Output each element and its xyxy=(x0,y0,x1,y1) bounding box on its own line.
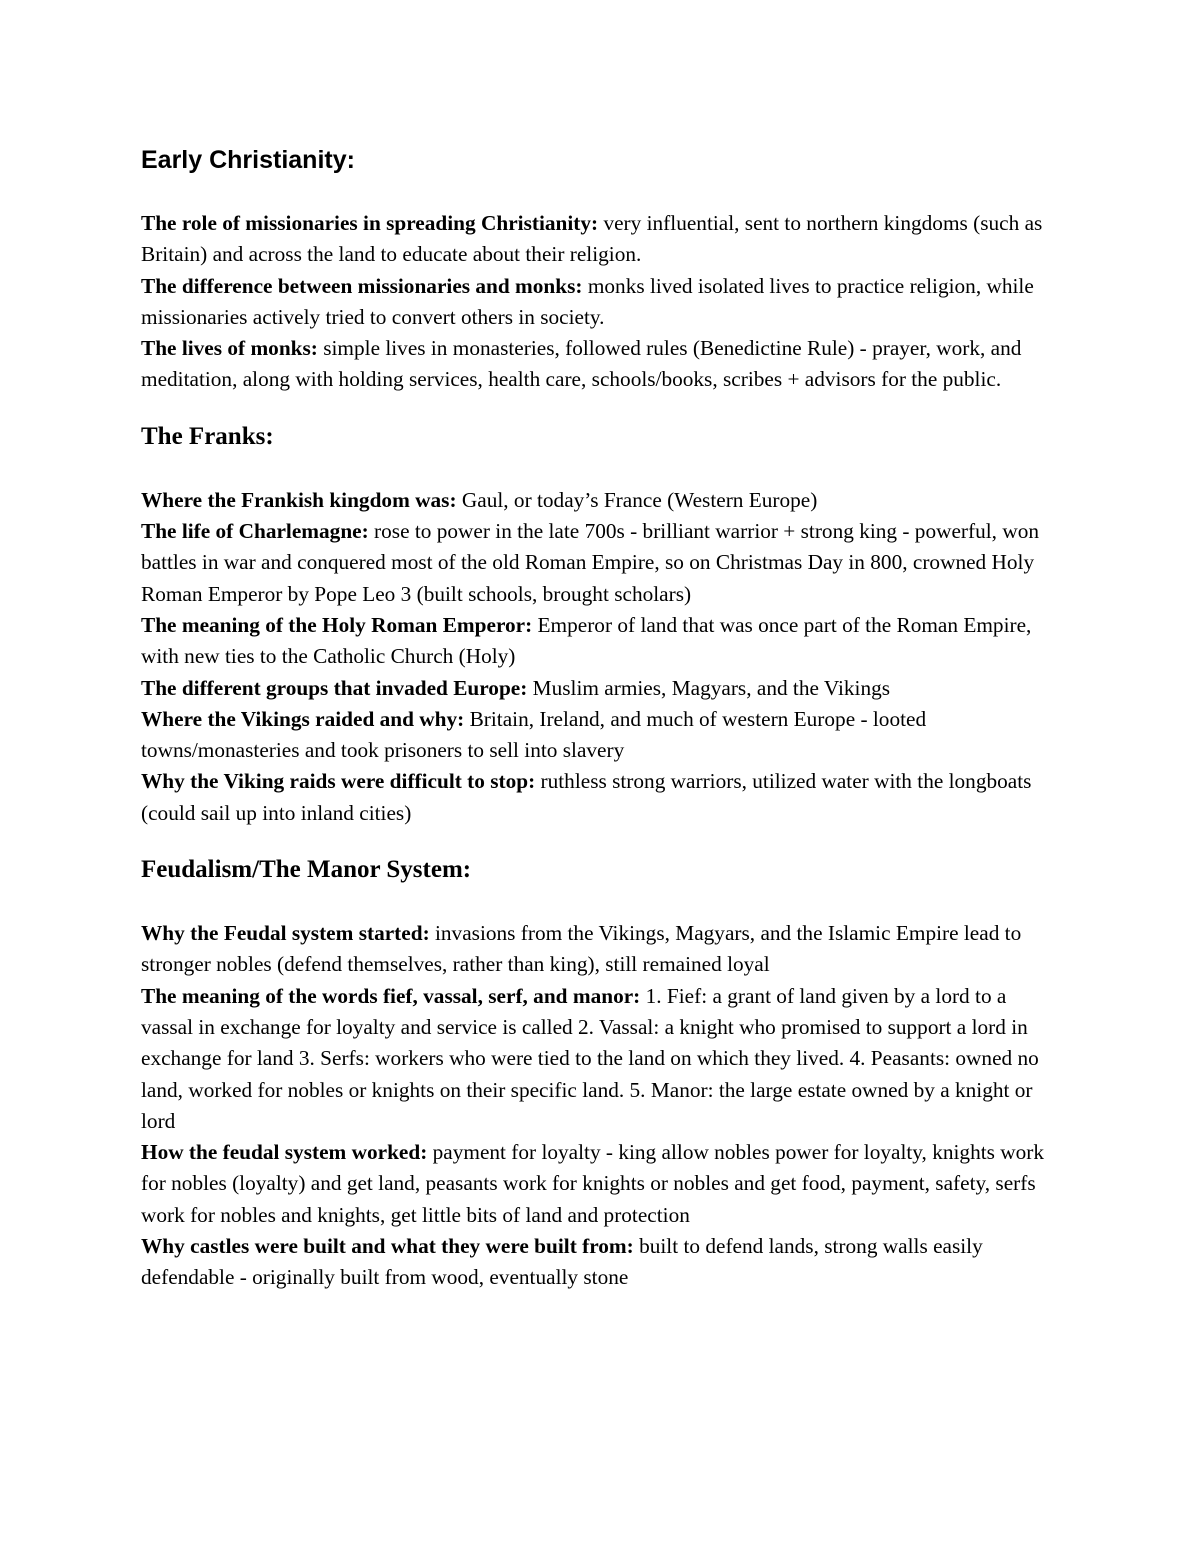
entry-viking-raids-difficult xyxy=(141,766,1061,829)
entry-feudal-system-start xyxy=(141,918,1061,981)
spacer xyxy=(141,396,1061,415)
entry-label: Why castles were built and what they were built from: xyxy=(141,1234,634,1259)
entry-label: Why the Feudal system started: xyxy=(141,921,430,946)
entry-text: built to defend lands, strong walls easily defendable - originally built from wood, eventually stone xyxy=(141,1234,983,1290)
entry-text: Britain, Ireland, and much of western Europe - looted towns/monasteries and took prisoners to sell into slavery xyxy=(141,706,927,763)
entry-label: The lives of monks: xyxy=(141,336,318,361)
entry-text: payment for loyalty - king allow nobles power for loyalty, knights work for nobles (loyalty) and get land, peasants work for knights or nobles and get food, payment, safety, serfs work for nobles and knights, get little bits of land and protection xyxy=(141,1140,1045,1227)
entry-text: simple lives in monasteries, followed rules (Benedictine Rule) - prayer, work, and meditation, along with holding services, health care, schools/books, scribes + advisors for the public. xyxy=(141,336,1022,392)
entry-castles xyxy=(141,1231,1061,1294)
entry-label: Where the Frankish kingdom was: xyxy=(141,487,457,512)
entry-label: The difference between missionaries and monks: xyxy=(141,273,583,298)
entry-text: very influential, sent to northern kingdoms (such as Britain) and across the land to educate about their religion. xyxy=(141,211,1043,267)
spacer xyxy=(141,892,1061,918)
entry-label: The meaning of the Holy Roman Emperor: xyxy=(141,612,533,637)
section-title-the-franks: The Franks: xyxy=(141,422,274,450)
section-title-feudalism: Feudalism/The Manor System: xyxy=(141,856,472,884)
entry-label: The role of missionaries in spreading Christianity: xyxy=(141,211,599,235)
entry-text: invasions from the Vikings, Magyars, and the Islamic Empire lead to stronger nobles (defend themselves, rather than king), still remained loyal xyxy=(141,921,1022,977)
entry-feudal-words xyxy=(141,981,1061,1137)
entry-viking-raids xyxy=(141,704,1061,767)
document-page xyxy=(141,138,1061,1294)
entry-frankish-kingdom xyxy=(141,485,1061,516)
entry-text: 1. Fief: a grant of land given by a lord to a vassal in exchange for loyalty and service is called 2. Vassal: a knight who promised to support a lord in exchange for land 3. Serfs: workers who were tied to the land on which they lived. 4. Peasants: owned no land, worked for nobles or knights on their specific land. 5. Manor: the large estate owned by a knight or lord xyxy=(141,983,1039,1133)
entry-label: Where the Vikings raided and why: xyxy=(141,706,465,731)
entry-charlemagne xyxy=(141,516,1061,610)
entry-feudal-system-worked xyxy=(141,1137,1061,1231)
entry-label: How the feudal system worked: xyxy=(141,1140,428,1165)
entry-holy-roman-emperor xyxy=(141,610,1061,673)
entry-lives-of-monks xyxy=(141,333,1061,396)
entry-label: The different groups that invaded Europe: xyxy=(141,675,528,700)
spacer xyxy=(141,459,1061,485)
entry-label: The meaning of the words fief, vassal, serf, and manor: xyxy=(141,983,641,1008)
entry-text: Emperor of land that was once part of the Roman Empire, with new ties to the Catholic Church (Holy) xyxy=(141,612,1032,669)
entry-missionaries-vs-monks xyxy=(141,271,1061,334)
spacer xyxy=(141,829,1061,848)
entry-text: Muslim armies, Magyars, and the Vikings xyxy=(527,675,891,700)
spacer xyxy=(141,182,1061,208)
entry-label: The life of Charlemagne: xyxy=(141,519,369,544)
entry-invading-groups xyxy=(141,673,1061,704)
entry-text: monks lived isolated lives to practice religion, while missionaries actively tried to convert others in society. xyxy=(141,273,1034,329)
entry-text: ruthless strong warriors, utilized water with the longboats (could sail up into inland cities) xyxy=(141,769,1032,825)
entry-text: rose to power in the late 700s - brilliant warrior + strong king - powerful, won battles in war and conquered most of the old Roman Empire, so on Christmas Day in 800, crowned Holy Roman Emperor by Pope Leo 3 (built schools, brought scholars) xyxy=(141,519,1040,606)
section-title-early-christianity: Early Christianity: xyxy=(141,146,355,174)
entry-text: Gaul, or today’s France (Western Europe) xyxy=(456,487,818,512)
entry-missionaries-role xyxy=(141,208,1061,271)
entry-label: Why the Viking raids were difficult to stop: xyxy=(141,769,536,794)
